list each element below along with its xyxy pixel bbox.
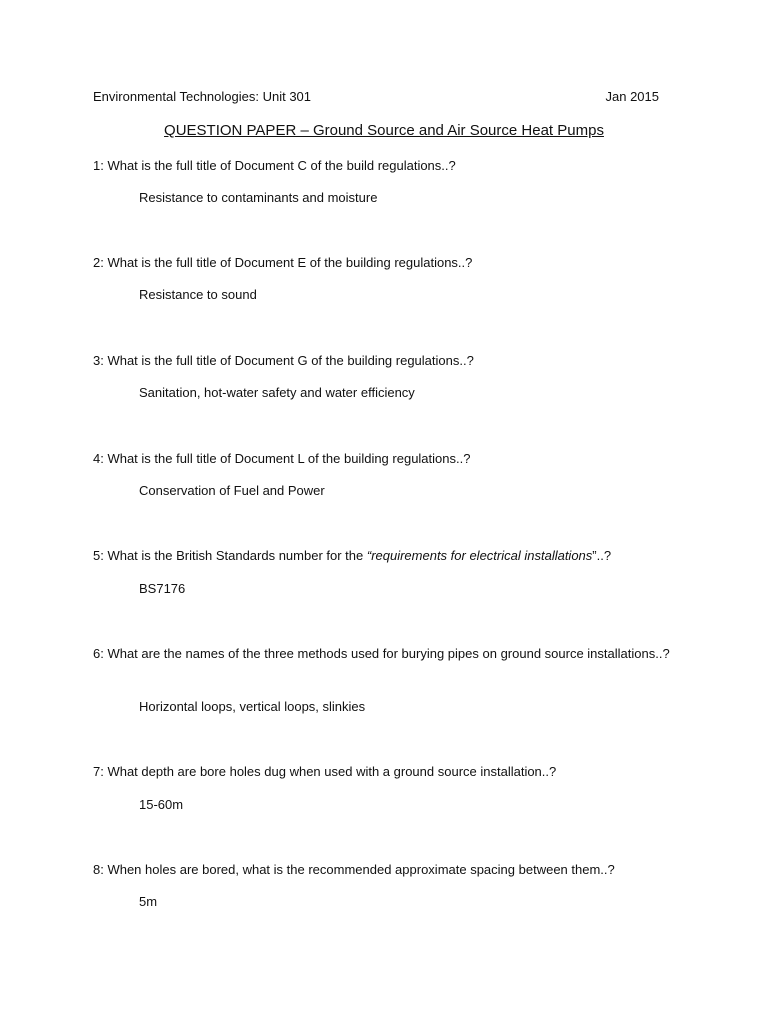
- question-text: 1: What is the full title of Document C of the build regulations..?: [93, 158, 456, 173]
- question-text: 3: What is the full title of Document G of the building regulations..?: [93, 353, 474, 368]
- page-title: QUESTION PAPER – Ground Source and Air Source Heat Pumps: [164, 122, 604, 139]
- question-text-suffix: ”..?: [592, 548, 612, 563]
- answer-5: BS7176: [139, 581, 186, 596]
- question-text: 7: What depth are bore holes dug when used with a ground source installation..?: [93, 764, 557, 779]
- course-title: Environmental Technologies: Unit 301: [93, 89, 312, 104]
- answer-6: Horizontal loops, vertical loops, slinkies: [139, 699, 366, 714]
- question-6: [93, 643, 683, 664]
- question-3: [93, 350, 683, 371]
- question-text: 2: What is the full title of Document E of the building regulations..?: [93, 255, 473, 270]
- answer-7: 15-60m: [139, 797, 184, 812]
- answer-1: Resistance to contaminants and moisture: [139, 190, 378, 205]
- answer-4: Conservation of Fuel and Power: [139, 483, 325, 498]
- paper-date: Jan 2015: [605, 89, 659, 104]
- question-8: [93, 859, 683, 880]
- question-5: [93, 545, 683, 566]
- question-7: [93, 761, 683, 782]
- question-text-italic: “requirements for electrical installations: [366, 548, 593, 563]
- question-1: [93, 155, 683, 176]
- answer-3: Sanitation, hot-water safety and water efficiency: [139, 385, 415, 400]
- question-2: [93, 252, 683, 273]
- question-text: 4: What is the full title of Document L of the building regulations..?: [93, 451, 471, 466]
- answer-2: Resistance to sound: [139, 287, 257, 302]
- answer-8: 5m: [139, 894, 158, 909]
- question-text-prefix: 5: What is the British Standards number for the: [93, 548, 367, 563]
- question-text: 8: When holes are bored, what is the recommended approximate spacing between them..?: [93, 862, 615, 877]
- document-header: [93, 88, 659, 106]
- question-text: 6: What are the names of the three methods used for burying pipes on ground source installations..?: [93, 646, 670, 661]
- question-4: [93, 448, 683, 469]
